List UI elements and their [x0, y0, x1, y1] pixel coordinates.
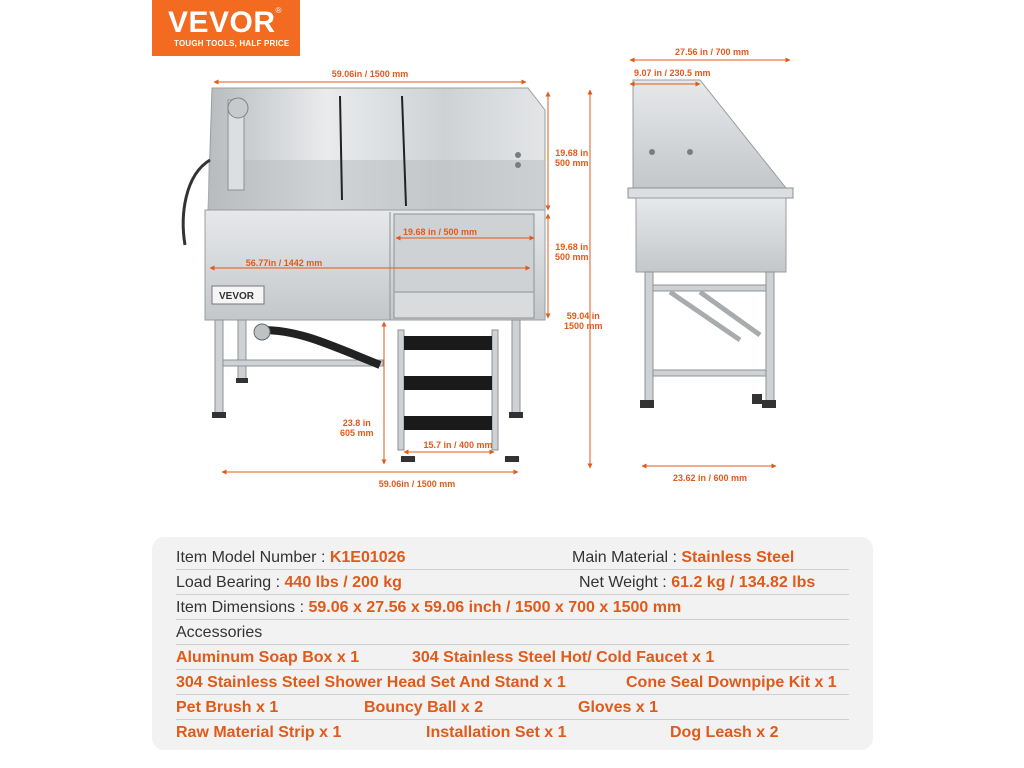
accessory-item: Pet Brush x 1: [176, 699, 279, 716]
accessory-row-2: [152, 670, 873, 695]
dim-total-mm: 1500 mm: [564, 321, 603, 331]
tub-nameplate: VEVOR: [219, 291, 255, 302]
weight-value: 61.2 kg / 134.82 lbs: [671, 574, 816, 591]
accessory-item: Gloves x 1: [578, 699, 659, 716]
load-value: 440 lbs / 200 kg: [284, 574, 402, 591]
accessory-row-4: [152, 720, 873, 745]
dim-backsplash-height: [555, 148, 589, 168]
accessory-item: Installation Set x 1: [426, 724, 567, 741]
spec-weight: [579, 574, 815, 592]
weight-label: Net Weight :: [579, 574, 667, 591]
load-label: Load Bearing :: [176, 574, 281, 591]
accessory-item: 304 Stainless Steel Hot/ Cold Faucet x 1: [412, 649, 715, 666]
dim-top-width: 59.06in / 1500 mm: [331, 69, 409, 79]
dim-tub-in: 19.68 in: [555, 242, 589, 252]
dim-depth: 27.56 in / 700 mm: [674, 47, 750, 57]
dim-leg-in: 23.8 in: [342, 418, 371, 428]
spec-material: [572, 549, 794, 567]
spec-load: [176, 574, 402, 592]
dim-leg-mm: 605 mm: [340, 428, 374, 438]
dim-slope-depth: 9.07 in / 230.5 mm: [634, 68, 711, 78]
material-value: Stainless Steel: [681, 549, 795, 566]
brand-tagline: TOUGH TOOLS, HALF PRICE: [174, 39, 290, 48]
dim-leg-height: [340, 418, 374, 438]
spec-panel: [152, 537, 873, 750]
accessory-row-3: [152, 695, 873, 720]
accessory-item: 304 Stainless Steel Shower Head Set And Stand x 1: [176, 674, 566, 691]
model-value: K1E01026: [329, 549, 406, 566]
dims-label: Item Dimensions :: [176, 599, 305, 616]
model-label: Item Model Number :: [176, 549, 326, 566]
accessory-item: Cone Seal Downpipe Kit x 1: [626, 674, 837, 691]
tub-side-view: [628, 80, 793, 408]
accessory-item: Raw Material Strip x 1: [176, 724, 342, 741]
dim-backsplash-mm: 500 mm: [555, 158, 589, 168]
dim-tub-mm: 500 mm: [555, 252, 589, 262]
accessory-item: Bouncy Ball x 2: [364, 699, 484, 716]
accessory-row-1: [152, 645, 873, 670]
material-label: Main Material :: [572, 549, 677, 566]
dims-value: 59.06 x 27.56 x 59.06 inch / 1500 x 700 x 1500 mm: [308, 599, 682, 616]
spec-row-model: [152, 545, 873, 570]
brand-name: VEVOR®: [168, 6, 282, 39]
tub-front-view: [183, 88, 545, 320]
dim-tub-height: [555, 242, 589, 262]
dim-backsplash-in: 19.68 in: [555, 148, 589, 158]
dim-inner-length: 56.77in / 1442 mm: [245, 258, 323, 268]
spec-row-load: [152, 570, 873, 595]
dim-stand-depth: 23.62 in / 600 mm: [672, 473, 748, 483]
dim-door-width: 19.68 in / 500 mm: [402, 227, 478, 237]
spec-model: [176, 549, 405, 567]
dim-bottom-width: 59.06in / 1500 mm: [378, 479, 456, 489]
dim-total-in: 59.04 in: [566, 311, 600, 321]
dim-step-width: 15.7 in / 400 mm: [423, 440, 493, 450]
accessory-item: Dog Leash x 2: [670, 724, 779, 741]
tub-stand: [212, 320, 523, 418]
spec-row-dimensions: [152, 595, 873, 620]
accessory-item: Aluminum Soap Box x 1: [176, 649, 360, 666]
spec-row-accessories-heading: [152, 620, 873, 645]
spec-dimensions: [176, 599, 681, 617]
dim-total-height: [564, 311, 603, 331]
accessories-heading: Accessories: [176, 624, 263, 641]
